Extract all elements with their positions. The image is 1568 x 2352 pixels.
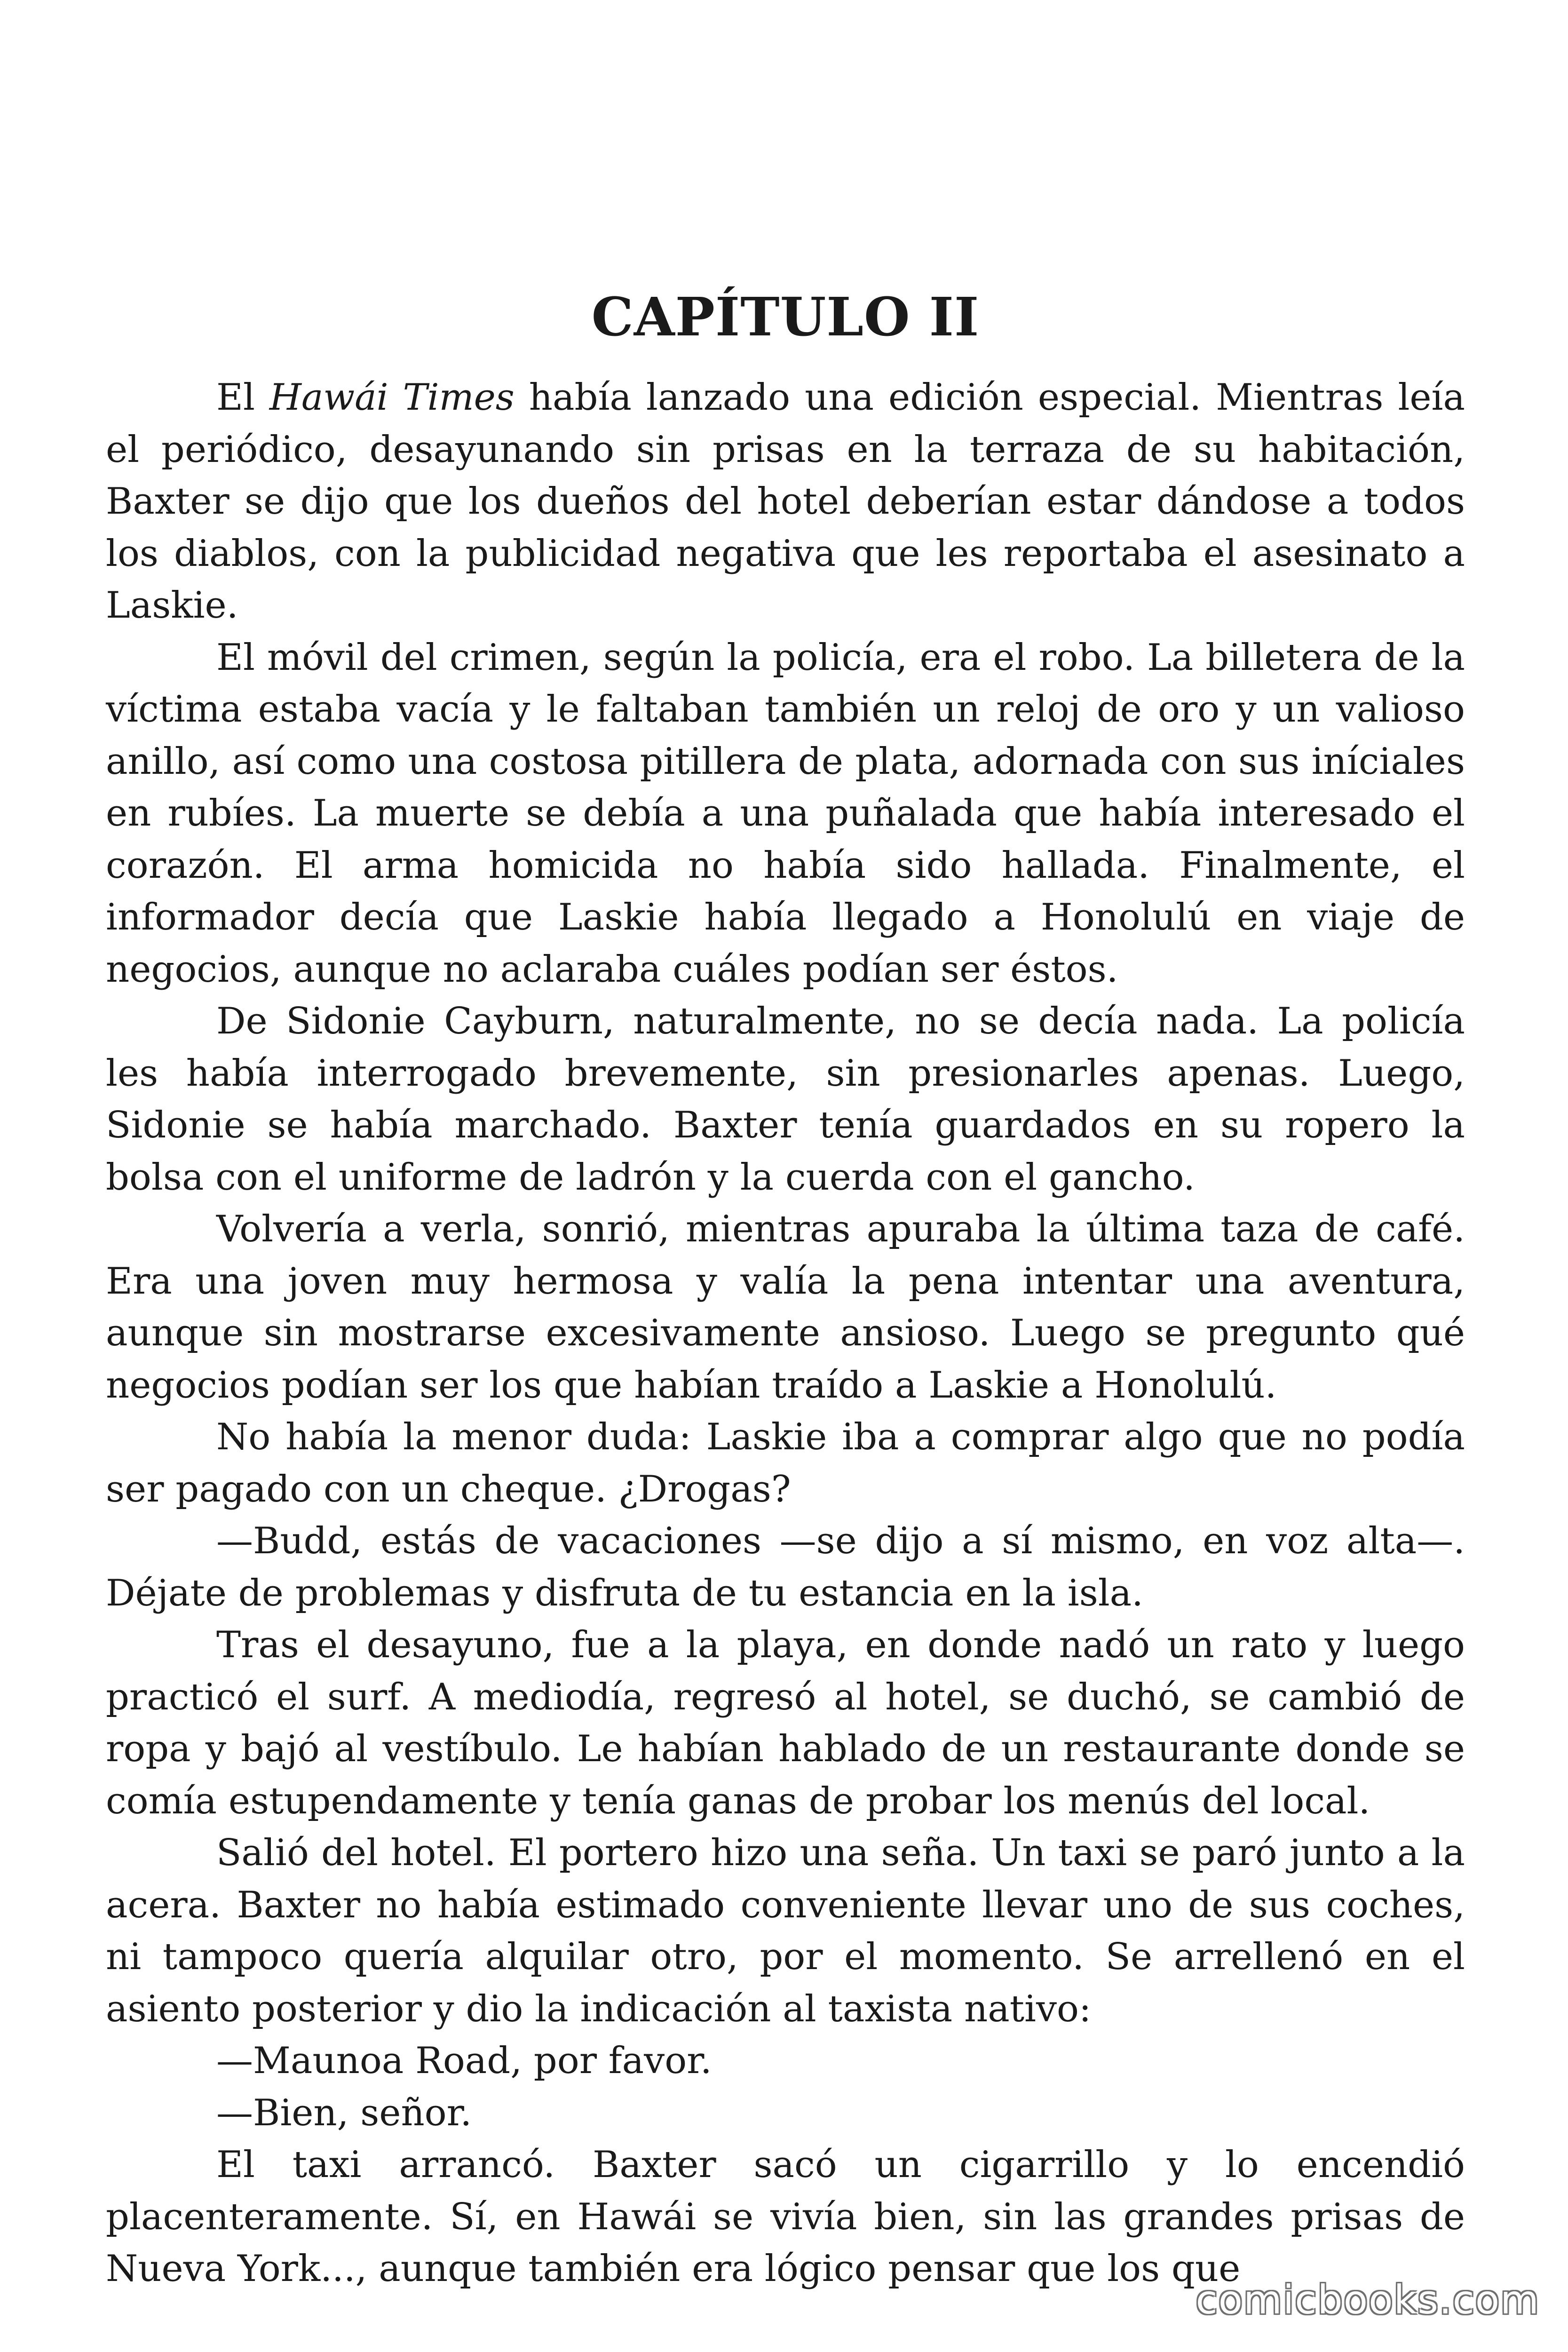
body-text xyxy=(106,372,1465,2295)
book-page xyxy=(106,282,1465,2295)
paragraph-4: Volvería a verla, sonrió, mientras apuraba la última taza de café. Era una joven muy hermosa y valía la pena intentar una aventura, aunque sin mostrarse excesivamente ansioso. Luego se pregunto qué negocios podían ser los que habían traído a Laskie a Honolulú. xyxy=(106,1208,1465,1406)
paragraph-8: Salió del hotel. El portero hizo una seña. Un taxi se paró junto a la acera. Baxter no había estimado conveniente llevar uno de sus coches, ni tampoco quería alquilar otro, por el momento. Se arrellenó en el asiento posterior y dio la indicación al taxista nativo: xyxy=(106,1832,1465,2030)
watermark: comicbooks.com xyxy=(1196,2277,1540,2323)
paragraph-1-prefix: El xyxy=(216,376,269,419)
paragraph-6: —Budd, estás de vacaciones —se dijo a sí mismo, en voz alta—. Déjate de problemas y disfruta de tu estancia en la isla. xyxy=(106,1520,1465,1614)
paragraph-10: —Bien, señor. xyxy=(216,2091,472,2134)
newspaper-name: Hawái Times xyxy=(269,376,515,419)
paragraph-2: El móvil del crimen, según la policía, era el robo. La billetera de la víctima estaba vacía y le faltaban también un reloj de oro y un valioso anillo, así como una costosa pitillera de plata, adornada con sus iníciales en rubíes. La muerte se debía a una puñalada que había interesado el corazón. El arma homicida no había sido hallada. Finalmente, el informador decía que Laskie había llegado a Honolulú en viaje de negocios, aunque no aclaraba cuáles podían ser éstos. xyxy=(106,636,1465,991)
paragraph-1 xyxy=(106,372,1465,632)
paragraph-5: No había la menor duda: Laskie iba a comprar algo que no podía ser pagado con un cheque. ¿Drogas? xyxy=(106,1416,1465,1510)
paragraph-9: —Maunoa Road, por favor. xyxy=(216,2040,712,2082)
paragraph-3: De Sidonie Cayburn, naturalmente, no se decía nada. La policía les había interrogado brevemente, sin presionarles apenas. Luego, Sidonie se había marchado. Baxter tenía guardados en su ropero la bolsa con el uniforme de ladrón y la cuerda con el gancho. xyxy=(106,1000,1465,1199)
paragraph-11: El taxi arrancó. Baxter sacó un cigarrillo y lo encendió placenteramente. Sí, en Hawái se vivía bien, sin las grandes prisas de Nueva York..., aunque también era lógico pensar que los que xyxy=(106,2144,1465,2290)
paragraph-7: Tras el desayuno, fue a la playa, en donde nadó un rato y luego practicó el surf. A mediodía, regresó al hotel, se duchó, se cambió de ropa y bajó al vestíbulo. Le habían hablado de un restaurante donde se comía estupendamente y tenía ganas de probar los menús del local. xyxy=(106,1624,1465,1822)
chapter-title: CAPÍTULO II xyxy=(591,286,980,348)
paragraph-1-suffix: había lanzado una edición especial. Mientras leía el periódico, desayunando sin prisas en la terraza de su habitación, Baxter se dijo que los dueños del hotel deberían estar dándose a todos los diablos, con la publicidad negativa que les reportaba el asesinato a Laskie. xyxy=(106,376,1465,627)
